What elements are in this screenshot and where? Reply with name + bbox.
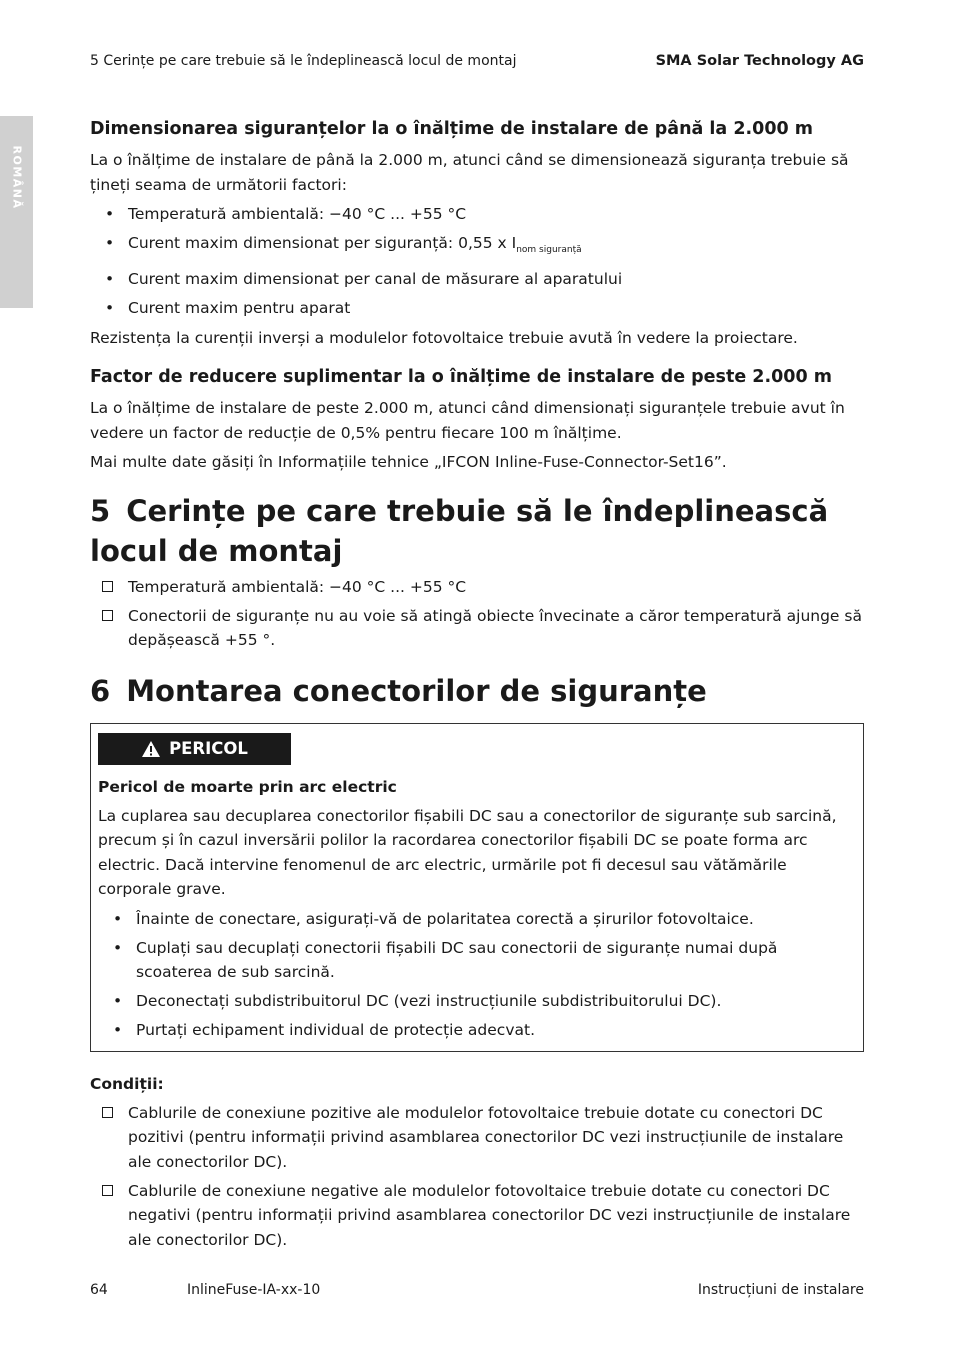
list-item: • Înainte de conectare, asigurați-vă de polaritatea corectă a șirurilor fotovoltaice. — [98, 907, 855, 932]
language-side-tab — [0, 116, 33, 308]
list-item: • Cuplați sau decuplați conectorii fișabili DC sau conectorii de siguranțe numai după scoaterea de sub sarcină. — [98, 936, 855, 985]
page-content — [90, 116, 864, 1257]
list-item: • Deconectați subdistribuitorul DC (vezi instrucțiunile subdistribuitorului DC). — [98, 989, 855, 1014]
subscript: nom siguranță — [516, 245, 582, 256]
list-item: • Temperatură ambientală: −40 °C ... +55 °C — [90, 202, 864, 227]
checkbox-icon — [102, 1107, 113, 1118]
warning-triangle-icon — [141, 740, 161, 758]
checkbox-icon — [102, 581, 113, 592]
list-item: • Curent maxim dimensionat per siguranță: 0,55 x $I_{nom siguranță}$ — [90, 231, 864, 263]
checklist-item: Cablurile de conexiune pozitive ale modulelor fotovoltaice trebuie dotate cu conectori DC pozitivi (pentru informații privind asamblarea conectorilor DC vezi instrucțiunile de instalare ale conectorilor DC). — [90, 1101, 864, 1175]
checkbox-icon — [102, 610, 113, 621]
document-code: InlineFuse-IA-xx-10 — [187, 1282, 321, 1298]
chapter-6-heading — [90, 671, 864, 711]
danger-label — [98, 733, 291, 765]
page-number: 64 — [90, 1282, 108, 1298]
chapter-title: Montarea conectorilor de siguranțe — [126, 673, 707, 708]
factor-list — [90, 202, 864, 321]
conditions-checklist — [90, 1101, 864, 1253]
danger-description: La cuplarea sau decuplarea conectorilor fișabili DC sau a conectorilor de siguranțe sub sarcină, precum și în cazul inversării polilor la racordarea conectorilor fișabili DC se poate forma arc electric. Dacă intervine fenomenul de arc electric, urmările pot fi decesul sau vătămările corporale grave. — [98, 806, 837, 899]
checklist-item: Temperatură ambientală: −40 °C ... +55 °C — [90, 575, 864, 600]
chapter-number: 5 — [90, 493, 111, 528]
chapter-5-heading — [90, 491, 864, 571]
danger-notice — [90, 723, 864, 1052]
language-side-tab-label: ROMÂNĂ — [10, 145, 23, 210]
list-item: • Curent maxim dimensionat per canal de măsurare al aparatului — [90, 267, 864, 292]
section-title-fuse-sizing: Dimensionarea siguranțelor la o înălțime de instalare de până la 2.000 m — [90, 119, 814, 139]
checklist-item: Cablurile de conexiune negative ale modulelor fotovoltaice trebuie dotate cu conectori DC negativi (pentru informații privind asamblarea conectorilor DC vezi instrucțiunile de instalare ale conectorilor DC). — [90, 1179, 864, 1253]
conditions-heading: Condiții: — [90, 1074, 164, 1093]
danger-title: Pericol de moarte prin arc electric — [98, 777, 397, 796]
danger-label-text: PERICOL — [169, 739, 248, 759]
list-item: • Purtați echipament individual de protecție adecvat. — [98, 1018, 855, 1043]
section-note: Rezistența la curenții inverși a modulelor fotovoltaice trebuie avută în vedere la proiectare. — [90, 328, 798, 347]
danger-measures-list — [98, 907, 855, 1043]
checklist-item: Conectorii de siguranțe nu au voie să atingă obiecte învecinate a căror temperatură ajunge să depășească +55 °. — [90, 604, 864, 653]
chapter-number: 6 — [90, 673, 111, 708]
section-title-derating: Factor de reducere suplimentar la o înălțime de instalare de peste 2.000 m — [90, 367, 832, 388]
more-info-paragraph: Mai multe date găsiți în Informațiile tehnice „IFCON Inline-Fuse-Connector-Set16”. — [90, 453, 727, 472]
running-header-company: SMA Solar Technology AG — [655, 53, 864, 69]
document-type: Instrucțiuni de instalare — [697, 1282, 864, 1298]
running-header-chapter: 5 Cerințe pe care trebuie să le îndeplinească locul de montaj — [90, 53, 517, 69]
chapter-title: Cerințe pe care trebuie să le îndeplinească locul de montaj — [90, 493, 829, 568]
derating-paragraph: La o înălțime de instalare de peste 2.000 m, atunci când dimensionați siguranțele trebuie avut în vedere un factor de reducție de 0,5% pentru fiecare 100 m înălțime. — [90, 399, 845, 442]
list-item: • Curent maxim pentru aparat — [90, 296, 864, 321]
checkbox-icon — [102, 1185, 113, 1196]
section-intro: La o înălțime de instalare de până la 2.000 m, atunci când se dimensionează siguranța trebuie să țineți seama de următorii factori: — [90, 151, 849, 194]
requirements-checklist — [90, 575, 864, 653]
